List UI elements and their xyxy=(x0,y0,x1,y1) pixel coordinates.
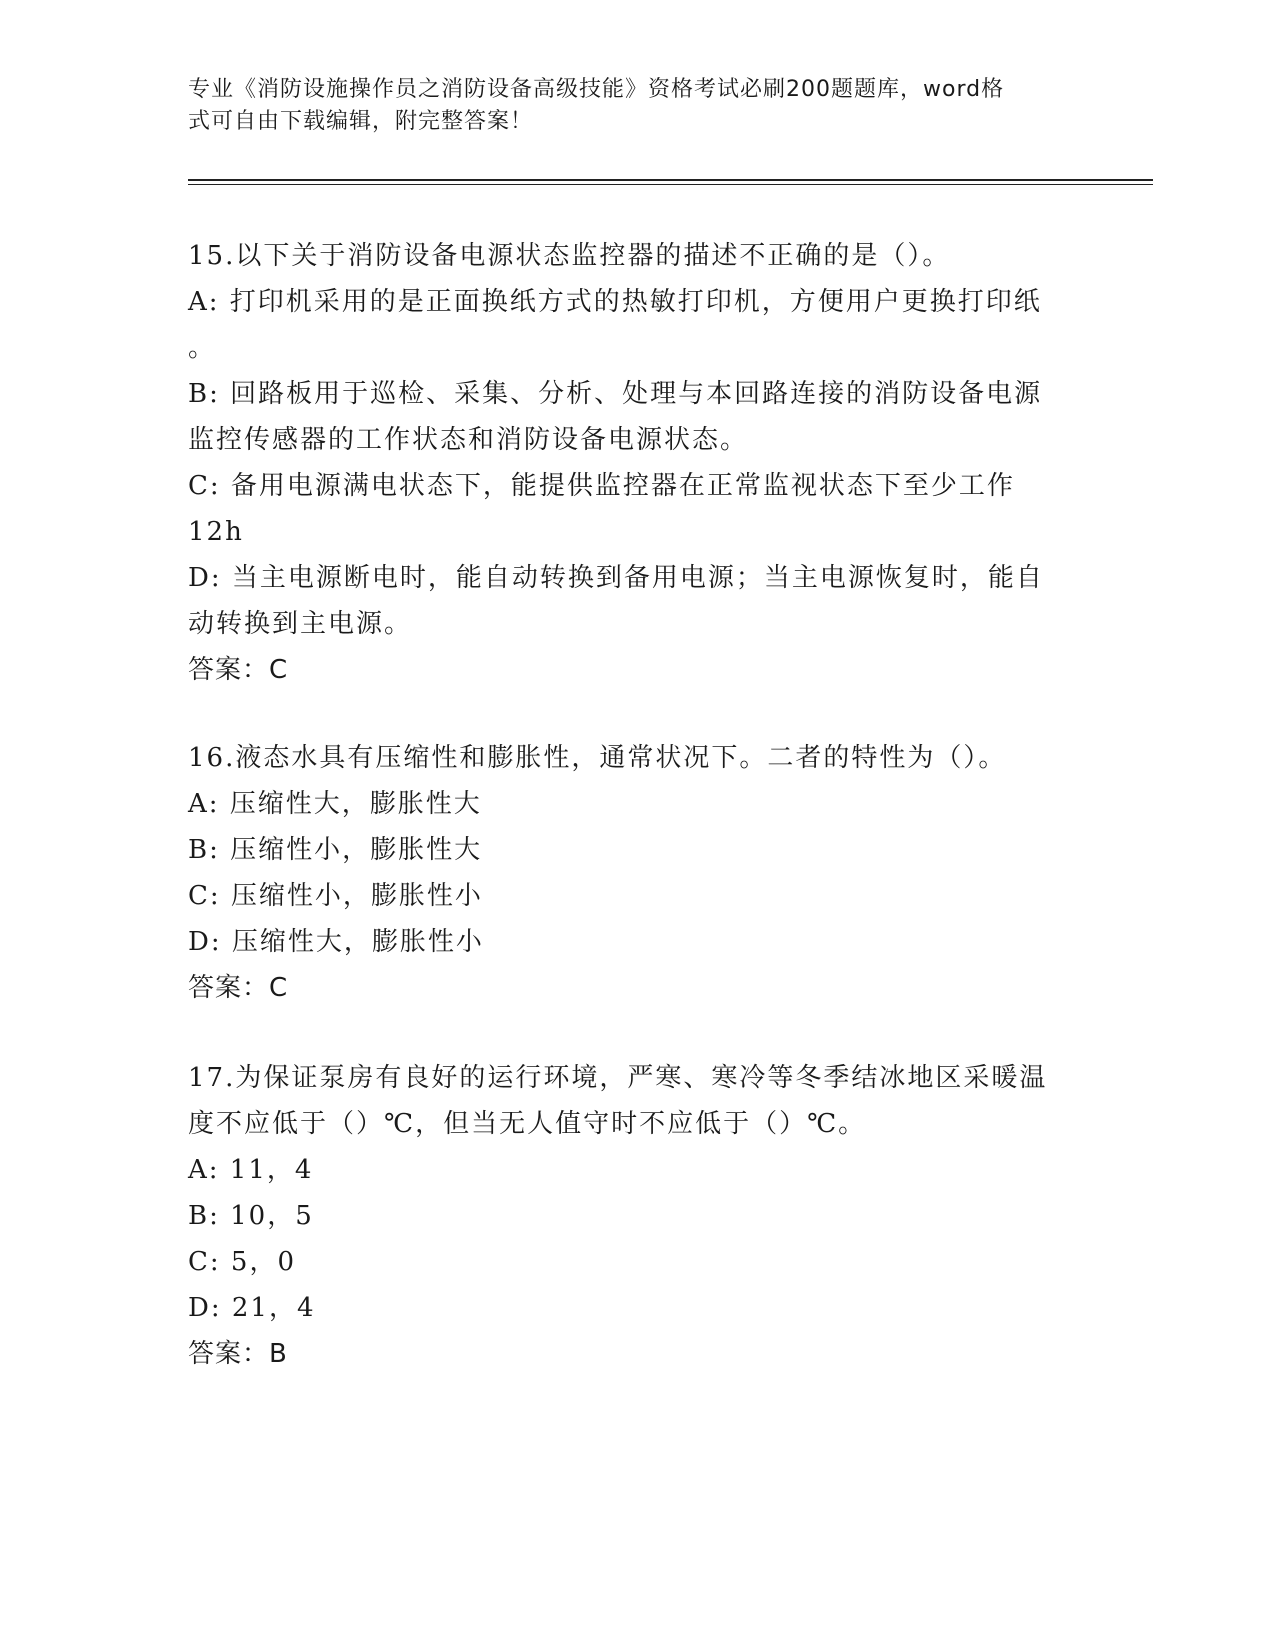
option-d: D: 当主电源断电时，能自动转换到备用电源；当主电源恢复时，能自 xyxy=(188,563,1044,593)
document-header xyxy=(188,74,1068,138)
option-b: B: 回路板用于巡检、采集、分析、处理与本回路连接的消防设备电源 xyxy=(188,379,1043,409)
question-17 xyxy=(188,1055,1068,1377)
option-b: B: 压缩性小，膨胀性大 xyxy=(188,835,483,865)
question-stem: 16.液态水具有压缩性和膨胀性，通常状况下。二者的特性为（）。 xyxy=(188,743,1007,773)
answer: 答案：C xyxy=(188,655,289,685)
option-b-continued: 监控传感器的工作状态和消防设备电源状态。 xyxy=(188,425,749,455)
question-15 xyxy=(188,233,1068,693)
option-d-continued: 动转换到主电源。 xyxy=(188,609,413,639)
header-line-2: 式可自由下载编辑，附完整答案！ xyxy=(188,109,534,134)
question-stem: 17.为保证泵房有良好的运行环境，严寒、寒冷等冬季结冰地区采暖温 xyxy=(188,1063,1048,1093)
option-c: C: 压缩性小，膨胀性小 xyxy=(188,881,483,911)
answer: 答案：B xyxy=(188,1339,288,1369)
header-line-1: 专业《消防设施操作员之消防设备高级技能》资格考试必刷200题题库，word格 xyxy=(188,77,1005,102)
answer: 答案：C xyxy=(188,973,289,1003)
question-16 xyxy=(188,735,1068,1011)
option-c-continued: 12h xyxy=(188,517,244,547)
option-a: A: 11，4 xyxy=(188,1155,314,1185)
option-b: B: 10，5 xyxy=(188,1201,314,1231)
question-stem: 15.以下关于消防设备电源状态监控器的描述不正确的是（）。 xyxy=(188,241,951,271)
header-divider-thin xyxy=(188,184,1153,185)
option-a: A: 打印机采用的是正面换纸方式的热敏打印机，方便用户更换打印纸 xyxy=(188,287,1042,317)
header-divider-thick xyxy=(188,179,1153,181)
option-a-continued: 。 xyxy=(188,333,217,363)
option-d: D: 压缩性大，膨胀性小 xyxy=(188,927,484,957)
question-stem-continued: 度不应低于（）℃，但当无人值守时不应低于（）℃。 xyxy=(188,1109,867,1139)
option-c: C: 5，0 xyxy=(188,1247,297,1277)
option-c: C: 备用电源满电状态下，能提供监控器在正常监视状态下至少工作 xyxy=(188,471,1015,501)
option-a: A: 压缩性大，膨胀性大 xyxy=(188,789,482,819)
option-d: D: 21，4 xyxy=(188,1293,316,1323)
